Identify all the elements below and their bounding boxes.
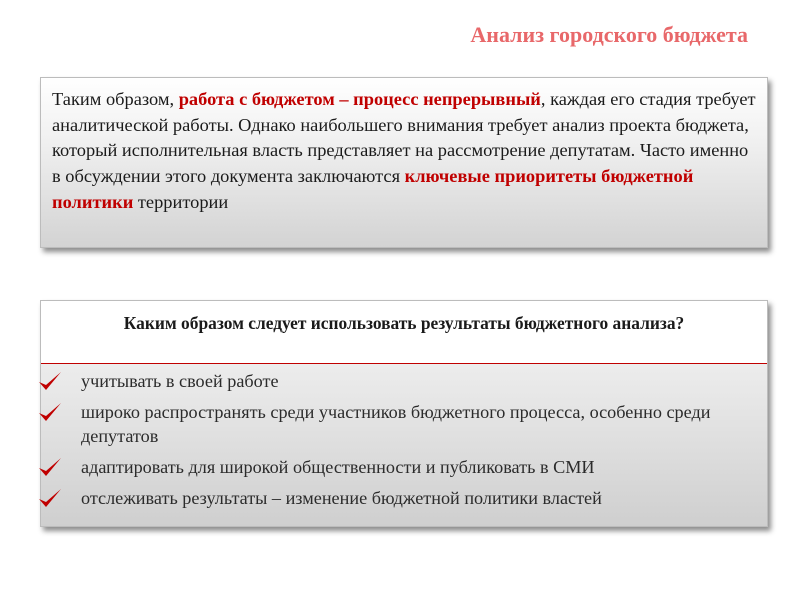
list-item	[41, 486, 767, 510]
question-header: Каким образом следует использовать результаты бюджетного анализа?	[41, 301, 767, 364]
slide-title: Анализ городского бюджета	[470, 22, 748, 47]
list-item	[41, 369, 767, 393]
checkmark-icon	[37, 370, 63, 392]
list-item	[41, 455, 767, 479]
checkmark-icon	[37, 487, 63, 509]
intro-highlight-2: ключевые приоритеты бюджетной политики	[52, 166, 694, 212]
list-item-text: отслеживать результаты – изменение бюджетной политики властей	[81, 488, 602, 508]
list-item-text: адаптировать для широкой общественности и публиковать в СМИ	[81, 457, 595, 477]
list-item	[41, 400, 767, 448]
list-item-text: учитывать в своей работе	[81, 371, 279, 391]
checkmark-icon	[37, 456, 63, 478]
question-box	[40, 300, 768, 527]
intro-text-1: Таким образом,	[52, 89, 179, 109]
checkmark-icon	[37, 401, 63, 423]
intro-box	[40, 77, 768, 248]
intro-highlight-1: работа с бюджетом – процесс непрерывный	[178, 89, 541, 109]
intro-text-2: , каждая его стадия требует аналитической работы. Однако наибольшего внимания требует анализ проекта бюджета, который исполнительная власть представляет на рассмотрение депутатам. Часто именно в обсуждении этого документа заключаются	[52, 89, 756, 187]
answer-list	[41, 364, 767, 510]
list-item-text: широко распространять среди участников бюджетного процесса, особенно среди депутатов	[81, 402, 711, 446]
intro-text-3: территории	[133, 191, 229, 212]
